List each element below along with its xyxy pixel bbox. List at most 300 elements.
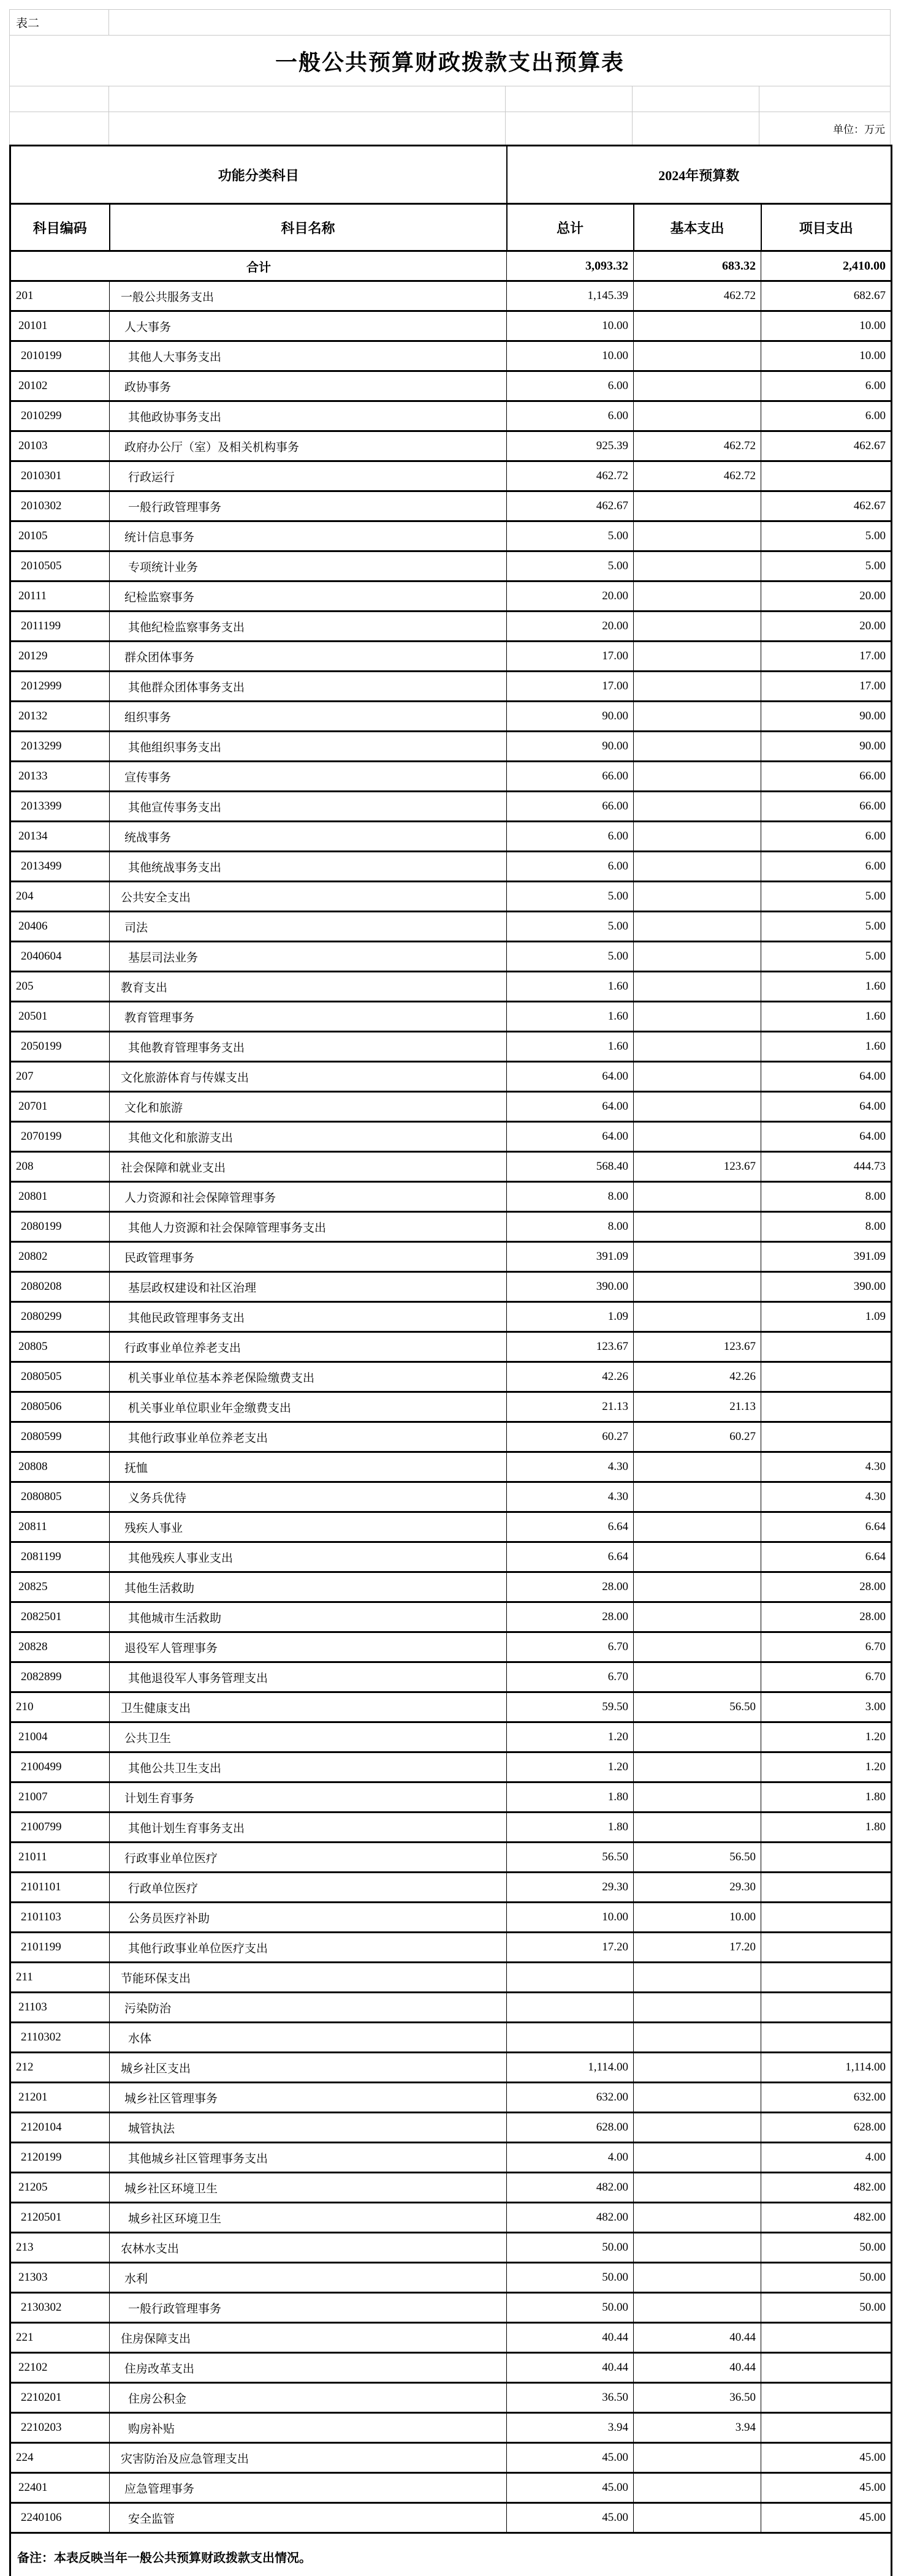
row-total: 90.00 bbox=[507, 732, 634, 762]
budget-row bbox=[10, 2503, 892, 2533]
row-project bbox=[761, 2353, 892, 2383]
budget-row bbox=[10, 2383, 892, 2413]
row-total: 10.00 bbox=[507, 341, 634, 371]
budget-row bbox=[10, 2233, 892, 2263]
row-total: 28.00 bbox=[507, 1572, 634, 1602]
row-basic bbox=[634, 942, 761, 972]
row-project: 45.00 bbox=[761, 2503, 892, 2533]
row-code: 20701 bbox=[10, 1092, 110, 1122]
row-basic bbox=[634, 762, 761, 792]
budget-row bbox=[10, 2203, 892, 2233]
row-code: 224 bbox=[10, 2443, 110, 2473]
row-total: 1.20 bbox=[507, 1722, 634, 1752]
row-name: 政府办公厅（室）及相关机构事务 bbox=[110, 431, 507, 461]
header-function-group: 功能分类科目 bbox=[10, 146, 507, 204]
row-project: 4.30 bbox=[761, 1482, 892, 1512]
budget-row bbox=[10, 2413, 892, 2443]
row-name: 抚恤 bbox=[110, 1452, 507, 1482]
row-basic bbox=[634, 2203, 761, 2233]
row-code: 22401 bbox=[10, 2473, 110, 2503]
row-name: 其他组织事务支出 bbox=[110, 732, 507, 762]
row-project: 45.00 bbox=[761, 2473, 892, 2503]
row-project bbox=[761, 1993, 892, 2023]
row-total: 90.00 bbox=[507, 702, 634, 732]
table-body bbox=[10, 251, 892, 2533]
budget-row bbox=[10, 942, 892, 972]
unit-note: 单位：万元 bbox=[833, 124, 886, 135]
budget-table bbox=[9, 145, 892, 2576]
spacer-cell bbox=[633, 86, 760, 112]
row-code: 2070199 bbox=[10, 1122, 110, 1152]
budget-row bbox=[10, 702, 892, 732]
row-project: 5.00 bbox=[761, 521, 892, 551]
row-basic bbox=[634, 1993, 761, 2023]
budget-row bbox=[10, 1542, 892, 1572]
budget-row bbox=[10, 1813, 892, 1843]
row-code: 2120501 bbox=[10, 2203, 110, 2233]
row-project: 1,114.00 bbox=[761, 2053, 892, 2083]
spacer-cell bbox=[506, 112, 633, 145]
row-total: 6.70 bbox=[507, 1662, 634, 1692]
budget-row bbox=[10, 2023, 892, 2053]
grand-total-basic: 683.32 bbox=[634, 251, 761, 281]
col-header-basic: 基本支出 bbox=[634, 204, 761, 251]
row-name: 司法 bbox=[110, 912, 507, 942]
row-name: 行政运行 bbox=[110, 461, 507, 491]
row-project: 90.00 bbox=[761, 732, 892, 762]
row-name: 其他宣传事务支出 bbox=[110, 792, 507, 822]
row-basic bbox=[634, 1632, 761, 1662]
row-code: 21103 bbox=[10, 1993, 110, 2023]
row-basic bbox=[634, 2443, 761, 2473]
row-name: 文化和旅游 bbox=[110, 1092, 507, 1122]
row-total: 36.50 bbox=[507, 2383, 634, 2413]
grand-total-project: 2,410.00 bbox=[761, 251, 892, 281]
row-name: 住房改革支出 bbox=[110, 2353, 507, 2383]
row-project: 5.00 bbox=[761, 942, 892, 972]
row-total: 17.00 bbox=[507, 672, 634, 702]
row-name: 住房保障支出 bbox=[110, 2323, 507, 2353]
row-name: 其他文化和旅游支出 bbox=[110, 1122, 507, 1152]
budget-row bbox=[10, 431, 892, 461]
row-project: 390.00 bbox=[761, 1272, 892, 1302]
row-total: 45.00 bbox=[507, 2473, 634, 2503]
row-total: 1.80 bbox=[507, 1813, 634, 1843]
row-basic bbox=[634, 612, 761, 642]
budget-row bbox=[10, 1752, 892, 1782]
row-total: 5.00 bbox=[507, 521, 634, 551]
row-code: 2101103 bbox=[10, 1903, 110, 1933]
budget-row bbox=[10, 1302, 892, 1332]
row-total: 632.00 bbox=[507, 2083, 634, 2113]
row-basic: 56.50 bbox=[634, 1692, 761, 1722]
row-basic bbox=[634, 341, 761, 371]
row-basic bbox=[634, 822, 761, 852]
row-code: 20102 bbox=[10, 371, 110, 401]
row-project: 50.00 bbox=[761, 2263, 892, 2293]
row-basic: 3.94 bbox=[634, 2413, 761, 2443]
row-project: 391.09 bbox=[761, 1242, 892, 1272]
row-code: 2050199 bbox=[10, 1032, 110, 1062]
row-total: 50.00 bbox=[507, 2263, 634, 2293]
row-code: 20825 bbox=[10, 1572, 110, 1602]
col-header-project: 项目支出 bbox=[761, 204, 892, 251]
row-name: 其他政协事务支出 bbox=[110, 401, 507, 431]
row-project: 20.00 bbox=[761, 612, 892, 642]
row-name: 机关事业单位基本养老保险缴费支出 bbox=[110, 1362, 507, 1392]
row-code: 2120199 bbox=[10, 2143, 110, 2173]
budget-row bbox=[10, 732, 892, 762]
budget-row bbox=[10, 1032, 892, 1062]
top-section bbox=[9, 9, 891, 145]
header-columns-row bbox=[10, 204, 892, 251]
row-total: 28.00 bbox=[507, 1602, 634, 1632]
budget-row bbox=[10, 1602, 892, 1632]
row-code: 20802 bbox=[10, 1242, 110, 1272]
sheet-label: 表二 bbox=[10, 10, 109, 35]
row-basic bbox=[634, 551, 761, 581]
budget-row bbox=[10, 1963, 892, 1993]
row-project bbox=[761, 1933, 892, 1963]
budget-row bbox=[10, 2323, 892, 2353]
row-basic bbox=[634, 1272, 761, 1302]
row-project: 462.67 bbox=[761, 491, 892, 521]
row-total: 64.00 bbox=[507, 1122, 634, 1152]
row-name: 其他行政事业单位养老支出 bbox=[110, 1422, 507, 1452]
row-code: 2013499 bbox=[10, 852, 110, 882]
row-project: 6.64 bbox=[761, 1512, 892, 1542]
budget-row bbox=[10, 1452, 892, 1482]
row-total: 3.94 bbox=[507, 2413, 634, 2443]
budget-row bbox=[10, 2143, 892, 2173]
row-basic: 462.72 bbox=[634, 431, 761, 461]
row-basic bbox=[634, 2293, 761, 2323]
budget-row bbox=[10, 822, 892, 852]
row-project: 4.00 bbox=[761, 2143, 892, 2173]
row-code: 2013299 bbox=[10, 732, 110, 762]
row-code: 20808 bbox=[10, 1452, 110, 1482]
row-code: 2101101 bbox=[10, 1873, 110, 1903]
row-total: 8.00 bbox=[507, 1182, 634, 1212]
table-footer bbox=[10, 2533, 892, 2576]
row-basic bbox=[634, 1122, 761, 1152]
row-basic bbox=[634, 852, 761, 882]
row-code: 2081199 bbox=[10, 1542, 110, 1572]
row-total: 45.00 bbox=[507, 2443, 634, 2473]
budget-row bbox=[10, 1572, 892, 1602]
row-basic: 36.50 bbox=[634, 2383, 761, 2413]
grand-total-row bbox=[10, 251, 892, 281]
row-project bbox=[761, 1873, 892, 1903]
row-code: 2080505 bbox=[10, 1362, 110, 1392]
budget-row bbox=[10, 1632, 892, 1662]
row-code: 20134 bbox=[10, 822, 110, 852]
row-name: 宣传事务 bbox=[110, 762, 507, 792]
row-basic: 10.00 bbox=[634, 1903, 761, 1933]
row-project: 64.00 bbox=[761, 1092, 892, 1122]
row-basic bbox=[634, 972, 761, 1002]
row-code: 20501 bbox=[10, 1002, 110, 1032]
row-total bbox=[507, 1963, 634, 1993]
row-project: 628.00 bbox=[761, 2113, 892, 2143]
row-project: 1.09 bbox=[761, 1302, 892, 1332]
row-total: 50.00 bbox=[507, 2293, 634, 2323]
row-basic bbox=[634, 1722, 761, 1752]
row-basic bbox=[634, 521, 761, 551]
row-basic bbox=[634, 732, 761, 762]
row-code: 2010302 bbox=[10, 491, 110, 521]
row-total: 4.30 bbox=[507, 1482, 634, 1512]
row-basic bbox=[634, 1032, 761, 1062]
budget-row bbox=[10, 2113, 892, 2143]
row-code: 2080599 bbox=[10, 1422, 110, 1452]
row-name: 人大事务 bbox=[110, 311, 507, 341]
row-code: 2082501 bbox=[10, 1602, 110, 1632]
row-code: 20828 bbox=[10, 1632, 110, 1662]
row-basic bbox=[634, 2143, 761, 2173]
spacer-cell bbox=[109, 86, 506, 112]
budget-row bbox=[10, 1482, 892, 1512]
row-project bbox=[761, 1422, 892, 1452]
budget-row bbox=[10, 2263, 892, 2293]
row-total: 925.39 bbox=[507, 431, 634, 461]
row-basic bbox=[634, 1482, 761, 1512]
spacer-cell bbox=[506, 86, 633, 112]
row-basic: 123.67 bbox=[634, 1152, 761, 1182]
row-name: 应急管理事务 bbox=[110, 2473, 507, 2503]
row-code: 201 bbox=[10, 281, 110, 311]
row-code: 2110302 bbox=[10, 2023, 110, 2053]
row-project: 444.73 bbox=[761, 1152, 892, 1182]
row-name: 人力资源和社会保障管理事务 bbox=[110, 1182, 507, 1212]
budget-row bbox=[10, 1182, 892, 1212]
row-total: 5.00 bbox=[507, 882, 634, 912]
row-basic bbox=[634, 311, 761, 341]
row-name: 其他群众团体事务支出 bbox=[110, 672, 507, 702]
budget-row bbox=[10, 2173, 892, 2203]
row-code: 208 bbox=[10, 1152, 110, 1182]
row-project: 3.00 bbox=[761, 1692, 892, 1722]
row-name: 政协事务 bbox=[110, 371, 507, 401]
row-name: 其他生活救助 bbox=[110, 1572, 507, 1602]
row-basic bbox=[634, 401, 761, 431]
row-basic bbox=[634, 2053, 761, 2083]
row-basic bbox=[634, 1752, 761, 1782]
row-project: 6.00 bbox=[761, 371, 892, 401]
row-name: 基层政权建设和社区治理 bbox=[110, 1272, 507, 1302]
row-total: 8.00 bbox=[507, 1212, 634, 1242]
row-code: 2240106 bbox=[10, 2503, 110, 2533]
row-project bbox=[761, 2323, 892, 2353]
row-name: 水体 bbox=[110, 2023, 507, 2053]
row-project: 8.00 bbox=[761, 1212, 892, 1242]
row-name: 其他计划生育事务支出 bbox=[110, 1813, 507, 1843]
row-project: 1.20 bbox=[761, 1722, 892, 1752]
row-project: 45.00 bbox=[761, 2443, 892, 2473]
budget-row bbox=[10, 2443, 892, 2473]
row-total: 20.00 bbox=[507, 612, 634, 642]
row-basic: 42.26 bbox=[634, 1362, 761, 1392]
row-total: 66.00 bbox=[507, 762, 634, 792]
row-code: 2080208 bbox=[10, 1272, 110, 1302]
row-basic bbox=[634, 491, 761, 521]
budget-row bbox=[10, 1903, 892, 1933]
row-total: 64.00 bbox=[507, 1092, 634, 1122]
row-basic: 21.13 bbox=[634, 1392, 761, 1422]
row-name: 计划生育事务 bbox=[110, 1782, 507, 1813]
row-name: 专项统计业务 bbox=[110, 551, 507, 581]
row-total: 1,114.00 bbox=[507, 2053, 634, 2083]
spacer-cell bbox=[759, 86, 890, 112]
budget-row bbox=[10, 1122, 892, 1152]
budget-row bbox=[10, 1092, 892, 1122]
row-name: 公务员医疗补助 bbox=[110, 1903, 507, 1933]
row-basic bbox=[634, 1182, 761, 1212]
budget-row bbox=[10, 2353, 892, 2383]
budget-row bbox=[10, 1722, 892, 1752]
budget-row bbox=[10, 2473, 892, 2503]
row-name: 一般行政管理事务 bbox=[110, 2293, 507, 2323]
row-total: 17.20 bbox=[507, 1933, 634, 1963]
row-name: 行政单位医疗 bbox=[110, 1873, 507, 1903]
row-project: 66.00 bbox=[761, 792, 892, 822]
row-basic bbox=[634, 1452, 761, 1482]
row-name: 残疾人事业 bbox=[110, 1512, 507, 1542]
row-code: 213 bbox=[10, 2233, 110, 2263]
row-name: 行政事业单位养老支出 bbox=[110, 1332, 507, 1362]
budget-row bbox=[10, 642, 892, 672]
budget-row bbox=[10, 2293, 892, 2323]
row-total: 4.00 bbox=[507, 2143, 634, 2173]
row-total: 628.00 bbox=[507, 2113, 634, 2143]
row-basic: 123.67 bbox=[634, 1332, 761, 1362]
row-code: 211 bbox=[10, 1963, 110, 1993]
row-basic: 462.72 bbox=[634, 281, 761, 311]
row-name: 其他人力资源和社会保障管理事务支出 bbox=[110, 1212, 507, 1242]
row-total: 20.00 bbox=[507, 581, 634, 612]
unit-row bbox=[10, 112, 890, 145]
header-year-group: 2024年预算数 bbox=[507, 146, 892, 204]
budget-row bbox=[10, 2053, 892, 2083]
row-name: 统战事务 bbox=[110, 822, 507, 852]
row-code: 20101 bbox=[10, 311, 110, 341]
row-total: 6.70 bbox=[507, 1632, 634, 1662]
sheet-label-row bbox=[10, 10, 890, 36]
budget-row bbox=[10, 1152, 892, 1182]
row-code: 204 bbox=[10, 882, 110, 912]
row-name: 其他公共卫生支出 bbox=[110, 1752, 507, 1782]
row-total: 1.80 bbox=[507, 1782, 634, 1813]
row-total: 64.00 bbox=[507, 1062, 634, 1092]
row-project: 1.60 bbox=[761, 1032, 892, 1062]
row-name: 其他残疾人事业支出 bbox=[110, 1542, 507, 1572]
row-project bbox=[761, 1843, 892, 1873]
row-basic bbox=[634, 1662, 761, 1692]
row-basic bbox=[634, 1602, 761, 1632]
row-name: 纪检监察事务 bbox=[110, 581, 507, 612]
row-total: 6.00 bbox=[507, 401, 634, 431]
row-name: 住房公积金 bbox=[110, 2383, 507, 2413]
row-total: 40.44 bbox=[507, 2353, 634, 2383]
row-name: 教育支出 bbox=[110, 972, 507, 1002]
row-code: 2010199 bbox=[10, 341, 110, 371]
row-basic bbox=[634, 792, 761, 822]
budget-row bbox=[10, 1392, 892, 1422]
row-basic bbox=[634, 1062, 761, 1092]
row-basic bbox=[634, 2233, 761, 2263]
budget-row bbox=[10, 972, 892, 1002]
row-project bbox=[761, 461, 892, 491]
budget-row bbox=[10, 521, 892, 551]
row-basic: 40.44 bbox=[634, 2323, 761, 2353]
row-code: 2080506 bbox=[10, 1392, 110, 1422]
row-total: 50.00 bbox=[507, 2233, 634, 2263]
row-project: 1.60 bbox=[761, 1002, 892, 1032]
row-project: 482.00 bbox=[761, 2173, 892, 2203]
row-project: 17.00 bbox=[761, 642, 892, 672]
row-project: 6.00 bbox=[761, 822, 892, 852]
row-project: 8.00 bbox=[761, 1182, 892, 1212]
row-name: 公共卫生 bbox=[110, 1722, 507, 1752]
row-total: 123.67 bbox=[507, 1332, 634, 1362]
row-code: 210 bbox=[10, 1692, 110, 1722]
row-name: 其他民政管理事务支出 bbox=[110, 1302, 507, 1332]
row-project bbox=[761, 1332, 892, 1362]
row-code: 20105 bbox=[10, 521, 110, 551]
row-project bbox=[761, 2383, 892, 2413]
row-name: 其他纪检监察事务支出 bbox=[110, 612, 507, 642]
row-code: 2080805 bbox=[10, 1482, 110, 1512]
row-name: 行政事业单位医疗 bbox=[110, 1843, 507, 1873]
row-code: 20811 bbox=[10, 1512, 110, 1542]
row-code: 22102 bbox=[10, 2353, 110, 2383]
spacer-cell bbox=[109, 112, 506, 145]
row-code: 21201 bbox=[10, 2083, 110, 2113]
row-name: 民政管理事务 bbox=[110, 1242, 507, 1272]
row-project: 10.00 bbox=[761, 311, 892, 341]
row-total: 1.60 bbox=[507, 1002, 634, 1032]
budget-row bbox=[10, 281, 892, 311]
col-header-code: 科目编码 bbox=[10, 204, 110, 251]
row-total: 6.00 bbox=[507, 822, 634, 852]
row-code: 20805 bbox=[10, 1332, 110, 1362]
row-project: 64.00 bbox=[761, 1122, 892, 1152]
row-basic: 56.50 bbox=[634, 1843, 761, 1873]
budget-row bbox=[10, 1332, 892, 1362]
row-total: 6.64 bbox=[507, 1542, 634, 1572]
budget-row bbox=[10, 401, 892, 431]
row-project bbox=[761, 1362, 892, 1392]
row-name: 一般行政管理事务 bbox=[110, 491, 507, 521]
row-basic: 29.30 bbox=[634, 1873, 761, 1903]
row-name: 水利 bbox=[110, 2263, 507, 2293]
row-basic bbox=[634, 2023, 761, 2053]
budget-row bbox=[10, 581, 892, 612]
budget-row bbox=[10, 882, 892, 912]
row-code: 221 bbox=[10, 2323, 110, 2353]
row-name: 其他行政事业单位医疗支出 bbox=[110, 1933, 507, 1963]
grand-total-label: 合计 bbox=[10, 251, 507, 281]
row-project: 28.00 bbox=[761, 1572, 892, 1602]
row-total: 6.00 bbox=[507, 371, 634, 401]
budget-row bbox=[10, 491, 892, 521]
row-basic bbox=[634, 1212, 761, 1242]
row-total: 1,145.39 bbox=[507, 281, 634, 311]
row-name: 文化旅游体育与传媒支出 bbox=[110, 1062, 507, 1092]
header-group-row bbox=[10, 146, 892, 204]
budget-row bbox=[10, 1873, 892, 1903]
row-name: 退役军人管理事务 bbox=[110, 1632, 507, 1662]
